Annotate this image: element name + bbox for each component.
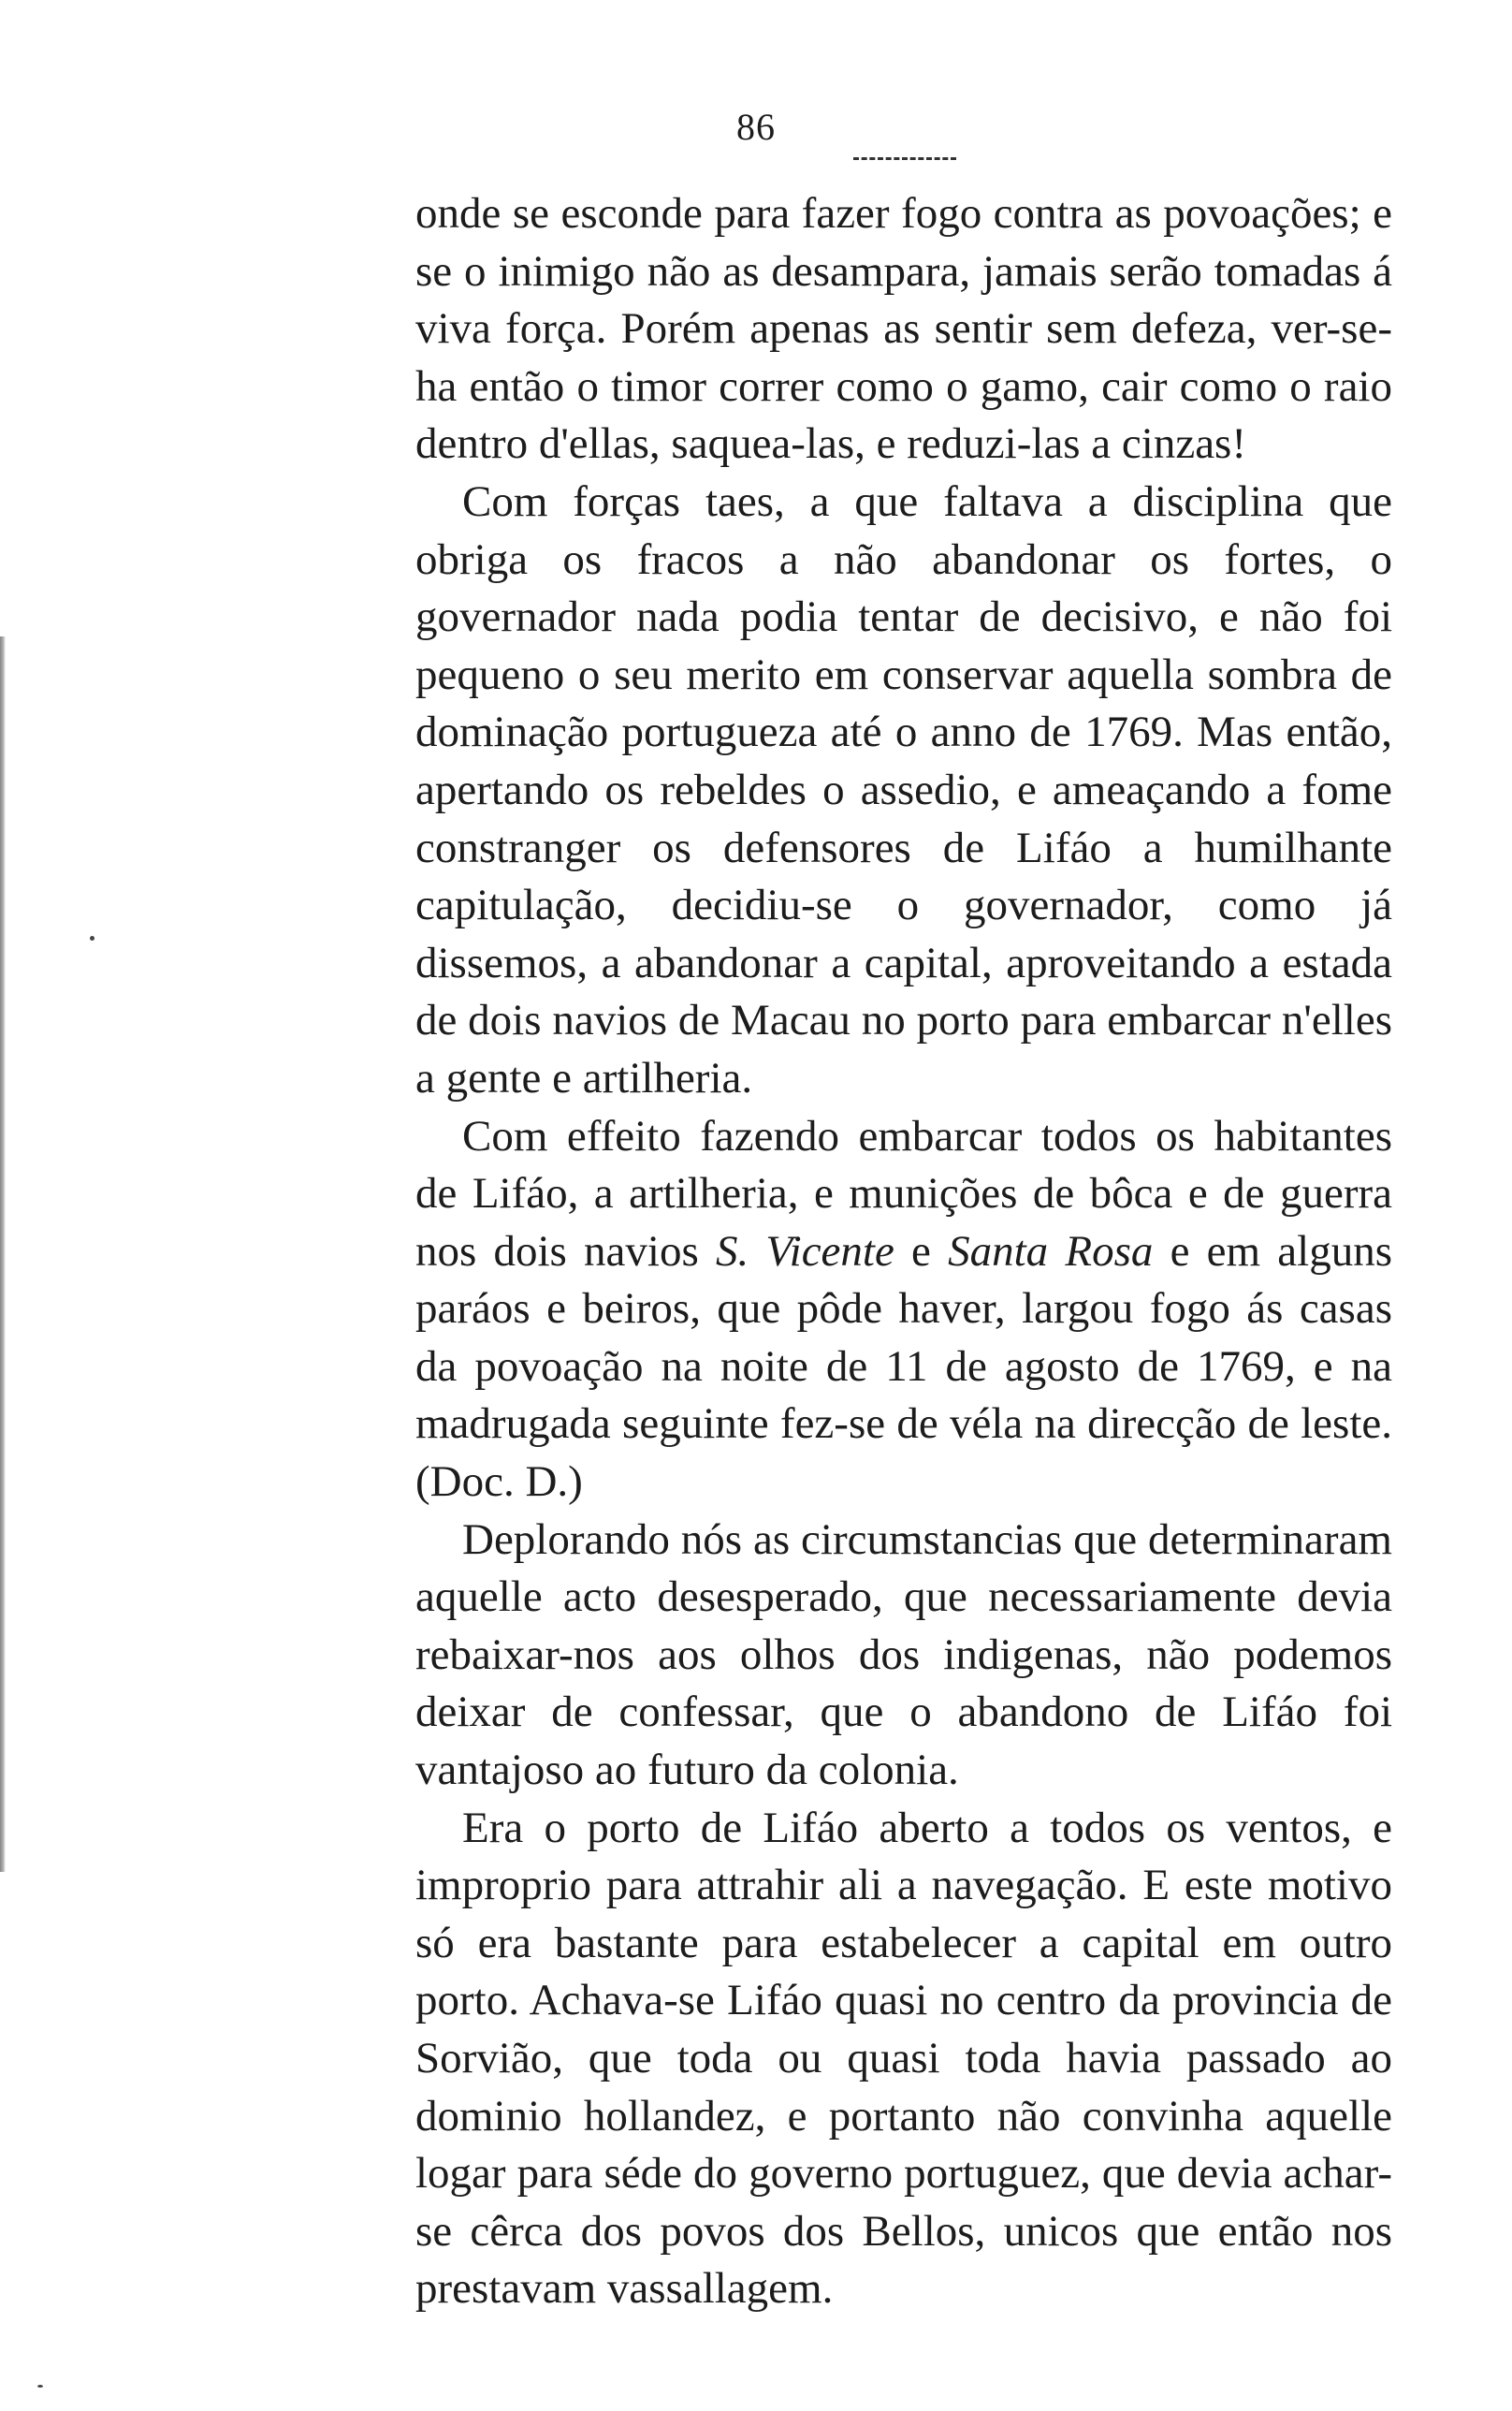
paragraph-4: Deplorando nós as circumstancias que determinaram aquelle acto desesperado, que necessariamente devia rebaixar-nos aos olhos dos indigenas, não podemos deixar de confessar, que o abandono de Lifáo foi vantajoso ao futuro da colonia. [415,1514,1392,1795]
ship-name-santa-rosa: Santa Rosa [948,1226,1154,1276]
paper-speck [37,2385,43,2388]
paragraph-3-connector: e [894,1226,949,1276]
paragraph-1: onde se esconde para fazer fogo contra as povoações; e se o inimigo não as desampara, jamais serão tomadas á viva força. Porém apenas as sentir sem defeza, ver-se-ha então o timor correr como o gamo, cair como o raio dentro d'ellas, saquea-las, e reduzi-las a cinzas! [415,189,1392,469]
paragraph-2: Com forças taes, a que faltava a disciplina que obriga os fracos a não abandonar os fortes, o governador nada podia tentar de decisivo, e não foi pequeno o seu merito em conservar aquella sombra de dominação portugueza até o anno de 1769. Mas então, apertando os rebeldes o assedio, e ameaçando a fome constranger os defensores de Lifáo a humilhante capitulação, decidiu-se o governador, como já dissemos, a abandonar a capital, aproveitando a estada de dois navios de Macau no porto para embarcar n'elles a gente e artilheria. [415,476,1392,1103]
page-number-rule [853,157,956,160]
paragraph-5: Era o porto de Lifáo aberto a todos os ventos, e improprio para attrahir ali a navegação. E este motivo só era bastante para estabelecer a capital em outro porto. Achava-se Lifáo quasi no centro da provincia de Sorvião, que toda ou quasi toda havia passado ao dominio hollandez, e portanto não convinha aquelle logar para séde do governo portuguez, que devia achar-se cêrca dos povos dos Bellos, unicos que então nos prestavam vassallagem. [415,1803,1392,2314]
body-text [415,185,1392,2318]
binding-edge-shadow [0,636,6,1872]
paragraph-3-text: Com effeito fazendo embarcar todos os habitantes de Lifáo, a artilheria, e munições de bôca e de guerra nos dois navios [415,1111,1392,1276]
paper-speck [90,936,94,941]
paragraph-3-text-end: e em alguns paráos e beiros, que pôde haver, largou fogo ás casas da povoação na noite de 11 de agosto de 1769, e na madrugada seguinte fez-se de véla na direcção de leste. (Doc. D.) [415,1226,1392,1507]
page-number: 86 [736,106,776,148]
ship-name-sao-vicente: S. Vicente [715,1226,894,1276]
paragraph-3 [415,1108,1392,1512]
